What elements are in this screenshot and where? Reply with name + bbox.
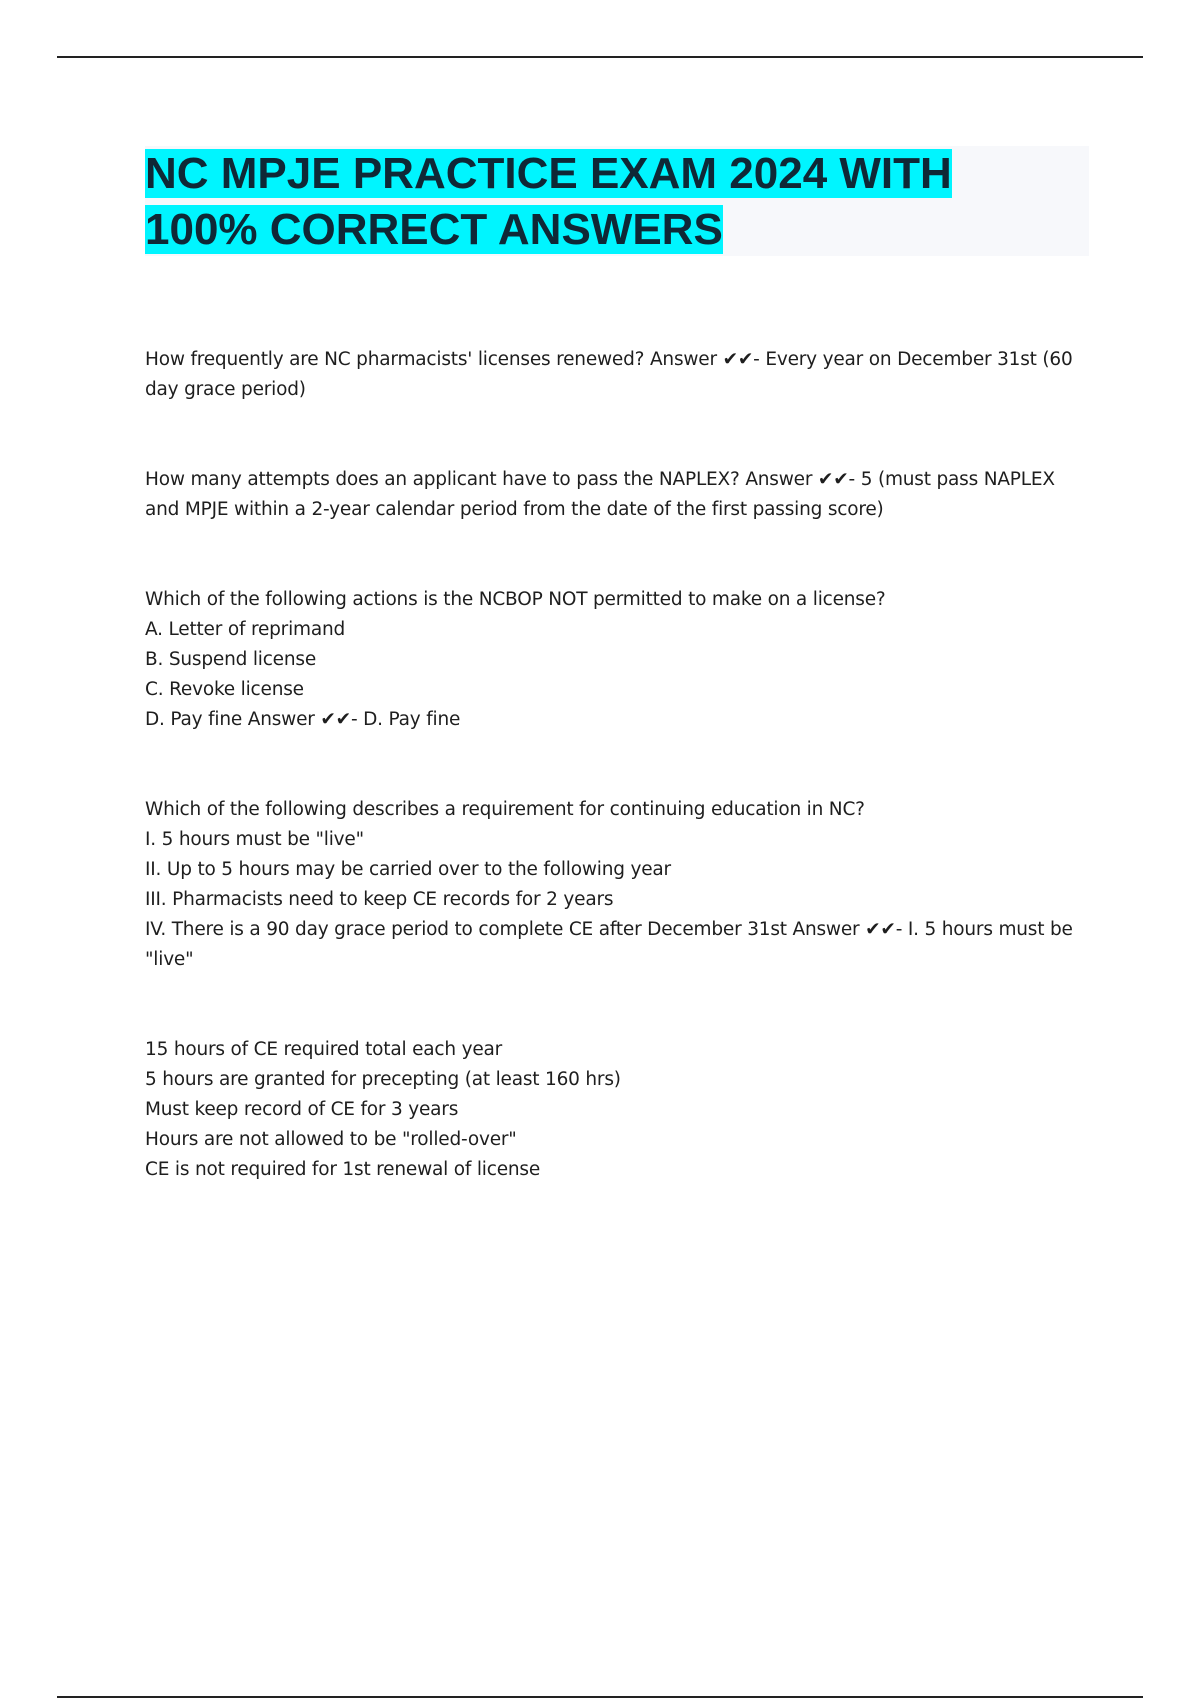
question-4-option-ii: II. Up to 5 hours may be carried over to the following year	[145, 859, 671, 880]
question-3-option-a: A. Letter of reprimand	[145, 619, 346, 640]
question-3-text: Which of the following actions is the NCBOP NOT permitted to make on a license?	[145, 589, 886, 610]
question-3	[145, 585, 1090, 735]
question-4-option-iii: III. Pharmacists need to keep CE records for 2 years	[145, 889, 614, 910]
question-4-option-i: I. 5 hours must be "live"	[145, 829, 364, 850]
top-rule	[57, 56, 1143, 58]
ce-note-3: Must keep record of CE for 3 years	[145, 1099, 459, 1120]
question-2-text: How many attempts does an applicant have to pass the NAPLEX? Answer ✔✔- 5 (must pass NAPLEX and MPJE within a 2-year calendar period from the date of the first passing score)	[145, 469, 1055, 520]
ce-note-5: CE is not required for 1st renewal of license	[145, 1159, 541, 1180]
question-1	[145, 345, 1090, 405]
question-2	[145, 465, 1090, 525]
question-4-option-iv: IV. There is a 90 day grace period to complete CE after December 31st Answer ✔✔- I. 5 hours must be "live"	[145, 919, 1073, 970]
question-3-option-c: C. Revoke license	[145, 679, 304, 700]
question-3-option-d: D. Pay fine Answer ✔✔- D. Pay fine	[145, 709, 461, 730]
bottom-rule	[57, 1696, 1143, 1698]
title-highlight: NC MPJE PRACTICE EXAM 2024 WITH 100% CORRECT ANSWERS	[145, 149, 952, 254]
ce-note-2: 5 hours are granted for precepting (at least 160 hrs)	[145, 1069, 621, 1090]
ce-note-1: 15 hours of CE required total each year	[145, 1039, 503, 1060]
page-title	[145, 146, 1065, 258]
document-body	[145, 345, 1090, 1185]
question-4	[145, 795, 1090, 975]
question-1-text: How frequently are NC pharmacists' licenses renewed? Answer ✔✔- Every year on December 31st (60 day grace period)	[145, 349, 1073, 400]
question-4-text: Which of the following describes a requirement for continuing education in NC?	[145, 799, 865, 820]
ce-notes	[145, 1035, 1090, 1185]
question-3-option-b: B. Suspend license	[145, 649, 317, 670]
ce-note-4: Hours are not allowed to be "rolled-over"	[145, 1129, 517, 1150]
